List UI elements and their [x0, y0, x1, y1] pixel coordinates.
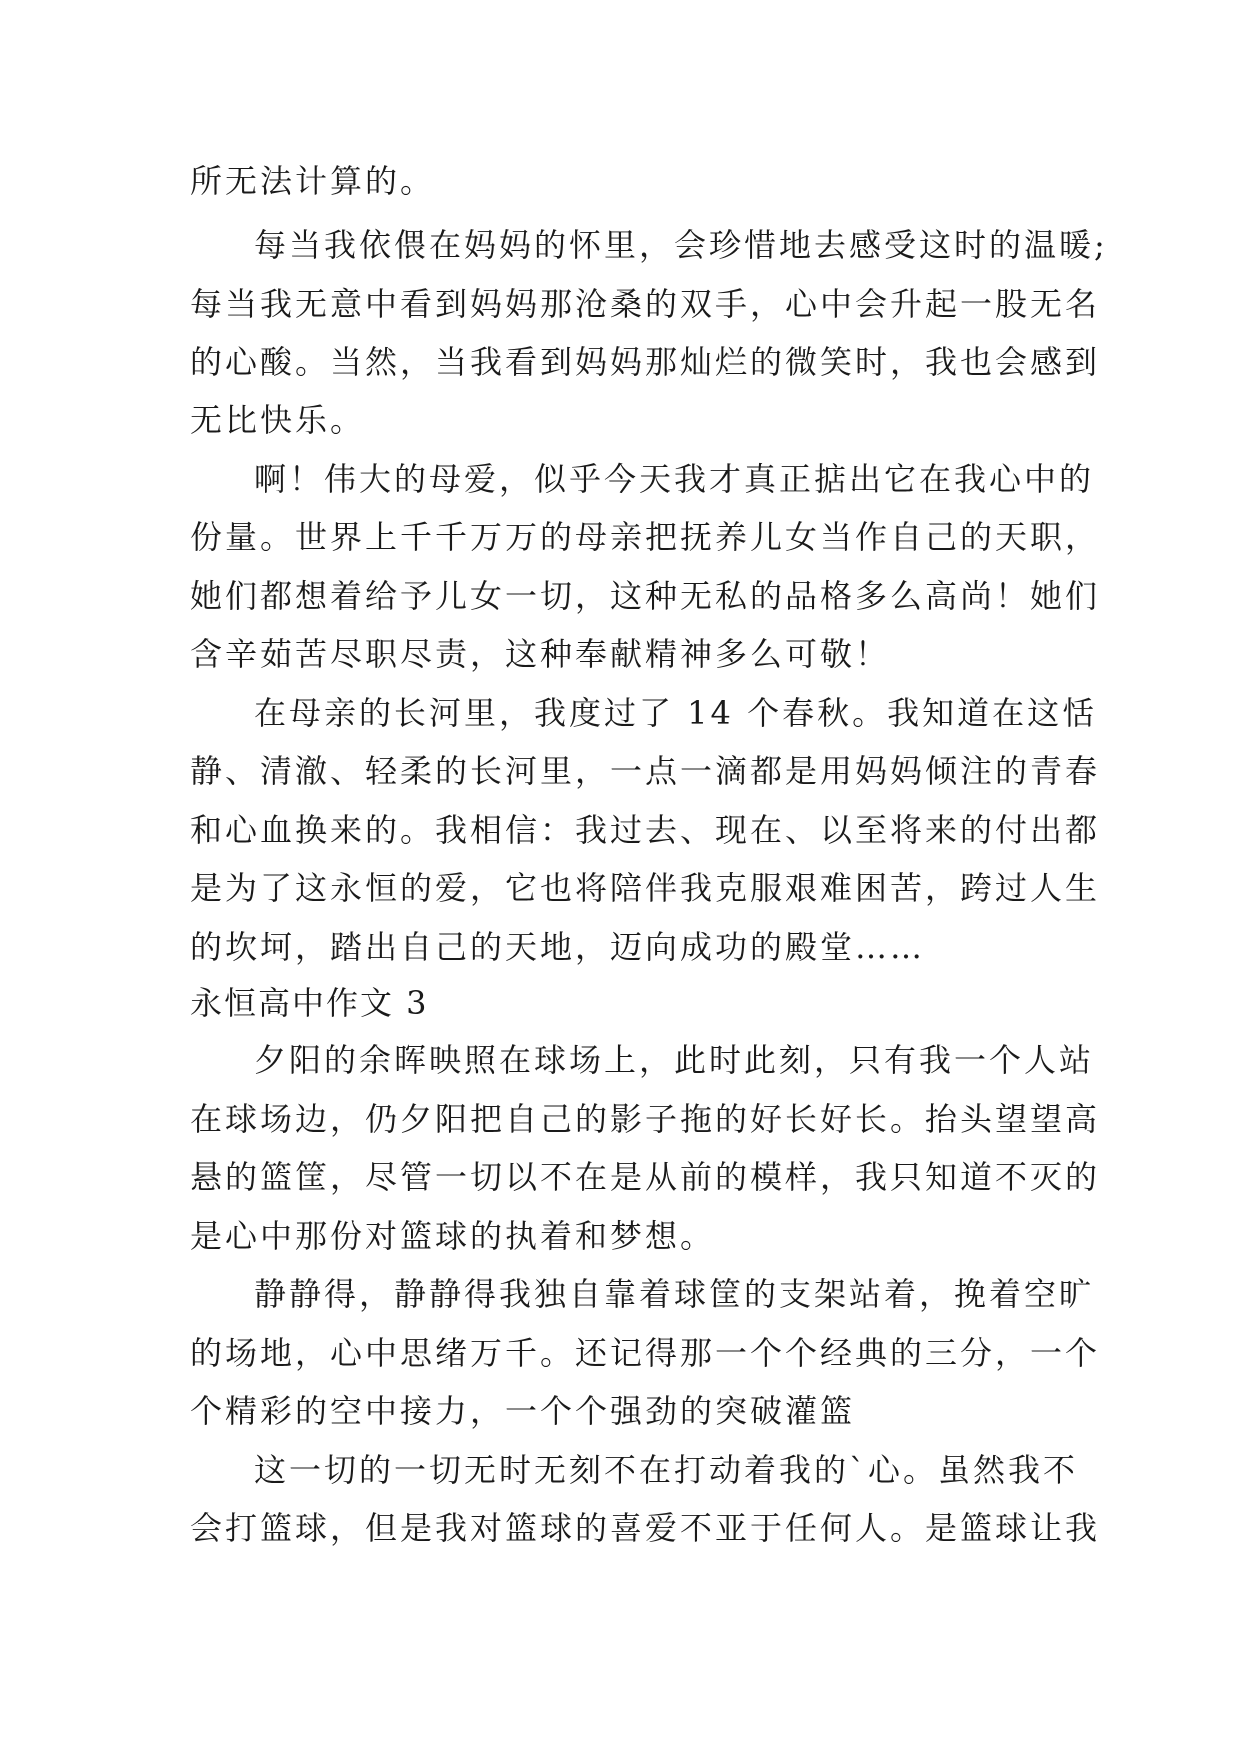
paragraph-line: 每当我无意中看到妈妈那沧桑的双手，心中会升起一股无名: [190, 285, 1101, 323]
paragraph-line: 悬的篮筐，尽管一切以不在是从前的模样，我只知道不灭的: [190, 1158, 1101, 1196]
paragraph-line: 每当我依偎在妈妈的怀里，会珍惜地去感受这时的温暖;: [254, 226, 1108, 264]
paragraph-line: 啊！伟大的母爱，似乎今天我才真正掂出它在我心中的: [254, 460, 1095, 498]
paragraph-line: 和心血换来的。我相信：我过去、现在、以至将来的付出都: [190, 811, 1101, 849]
paragraph-line: 份量。世界上千千万万的母亲把抚养儿女当作自己的天职，: [190, 518, 1101, 556]
paragraph-line: 她们都想着给予儿女一切，这种无私的品格多么高尚！她们: [190, 577, 1101, 615]
paragraph-line: 在球场边，仍夕阳把自己的影子拖的好长好长。抬头望望高: [190, 1100, 1101, 1138]
paragraph-line: 的坎坷，踏出自己的天地，迈向成功的殿堂……: [190, 928, 926, 966]
section-heading: 永恒高中作文 3: [190, 984, 429, 1022]
paragraph-line: 这一切的一切无时无刻不在打动着我的`心。虽然我不: [254, 1451, 1079, 1489]
paragraph-line: 静、清澈、轻柔的长河里，一点一滴都是用妈妈倾注的青春: [190, 752, 1101, 790]
paragraph-line: 夕阳的余晖映照在球场上，此时此刻，只有我一个人站: [254, 1041, 1095, 1079]
paragraph-line: 的心酸。当然，当我看到妈妈那灿烂的微笑时，我也会感到: [190, 343, 1101, 381]
paragraph-line: 无比快乐。: [190, 401, 366, 439]
paragraph-line: 所无法计算的。: [190, 162, 436, 200]
paragraph-line: 静静得，静静得我独自靠着球筐的支架站着，挽着空旷: [254, 1275, 1095, 1313]
paragraph-line: 是心中那份对篮球的执着和梦想。: [190, 1217, 716, 1255]
paragraph-line: 是为了这永恒的爱，它也将陪伴我克服艰难困苦，跨过人生: [190, 869, 1101, 907]
paragraph-line: 含辛茹苦尽职尽责，这种奉献精神多么可敬！: [190, 635, 891, 673]
paragraph-line: 会打篮球，但是我对篮球的喜爱不亚于任何人。是篮球让我: [190, 1509, 1101, 1547]
paragraph-line: 在母亲的长河里，我度过了 14 个春秋。我知道在这恬: [254, 694, 1098, 732]
paragraph-line: 的场地，心中思绪万千。还记得那一个个经典的三分，一个: [190, 1334, 1101, 1372]
paragraph-line: 个精彩的空中接力，一个个强劲的突破灌篮: [190, 1392, 856, 1430]
